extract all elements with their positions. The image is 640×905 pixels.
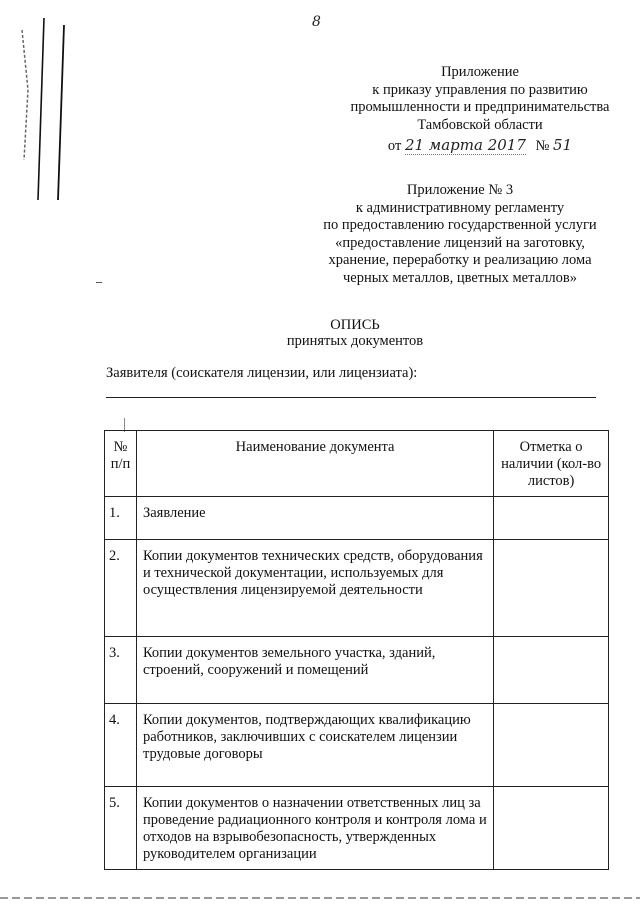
row-document-name: Копии документов технических средств, оборудования и технической документации, используемых для осуществления лицензируемой деятельности	[136, 540, 493, 637]
header-mark: Отметка о наличии (кол-во листов)	[494, 431, 609, 497]
row-document-name: Заявление	[136, 497, 493, 540]
page-number: 8	[312, 14, 321, 30]
row-document-name: Копии документов земельного участка, зданий, строений, сооружений и помещений	[136, 637, 493, 704]
table-row	[105, 704, 609, 787]
row-number: 1.	[105, 497, 137, 540]
documents-table	[104, 430, 609, 870]
appendix3-line3: по предоставлению государственной услуги	[323, 217, 597, 233]
margin-mark	[96, 282, 102, 283]
appendix1-line3: промышленности и предпринимательства	[350, 99, 610, 115]
appendix3-line2: к административному регламенту	[355, 199, 565, 216]
row-number: 2.	[105, 540, 137, 637]
regulation-appendix-header	[305, 182, 615, 287]
appendix3-line4: «предоставление лицензий на заготовку,	[335, 234, 585, 251]
row-number: 5.	[105, 787, 137, 870]
appendix3-line6: черных металлов, цветных металлов»	[342, 269, 578, 286]
appendix1-line4: Тамбовской области	[417, 116, 543, 133]
handwritten-number: 51	[552, 136, 573, 154]
row-number: 4.	[105, 704, 137, 787]
scan-edge-artifact	[14, 10, 74, 200]
row-mark-cell[interactable]	[494, 704, 609, 787]
table-row	[105, 497, 609, 540]
handwritten-date: 21 марта 2017	[404, 136, 526, 154]
appendix1-date-line	[320, 137, 640, 156]
document-subtitle: принятых документов	[286, 333, 424, 349]
header-number: № п/п	[105, 431, 137, 497]
row-mark-cell[interactable]	[494, 787, 609, 870]
appendix1-line1: Приложение	[441, 64, 519, 80]
header-document-name: Наименование документа	[136, 431, 493, 497]
scan-bottom-edge	[0, 897, 640, 899]
appendix1-line2: к приказу управления по развитию	[372, 81, 588, 98]
table-row	[105, 787, 609, 870]
table-header-row	[105, 431, 609, 497]
table-row	[105, 540, 609, 637]
applicant-label: Заявителя (соискателя лицензии, или лицензиата):	[106, 365, 418, 381]
row-mark-cell[interactable]	[494, 497, 609, 540]
row-document-name: Копии документов о назначении ответственных лиц за проведение радиационного контроля и контроля лома и отходов на взрывобезопасность, утвержденных руководителем организации	[136, 787, 493, 870]
row-mark-cell[interactable]	[494, 540, 609, 637]
date-prefix: от	[387, 138, 402, 154]
applicant-fill-line[interactable]	[106, 397, 596, 398]
row-document-name: Копии документов, подтверждающих квалификацию работников, заключивших с соискателем лицензии трудовые договоры	[136, 704, 493, 787]
appendix3-line1: Приложение № 3	[406, 182, 514, 198]
document-title: ОПИСЬ	[330, 317, 380, 333]
order-appendix-header	[320, 64, 640, 156]
number-prefix: №	[535, 138, 550, 154]
row-number: 3.	[105, 637, 137, 704]
table-row	[105, 637, 609, 704]
appendix3-line5: хранение, переработку и реализацию лома	[328, 252, 592, 268]
row-mark-cell[interactable]	[494, 637, 609, 704]
